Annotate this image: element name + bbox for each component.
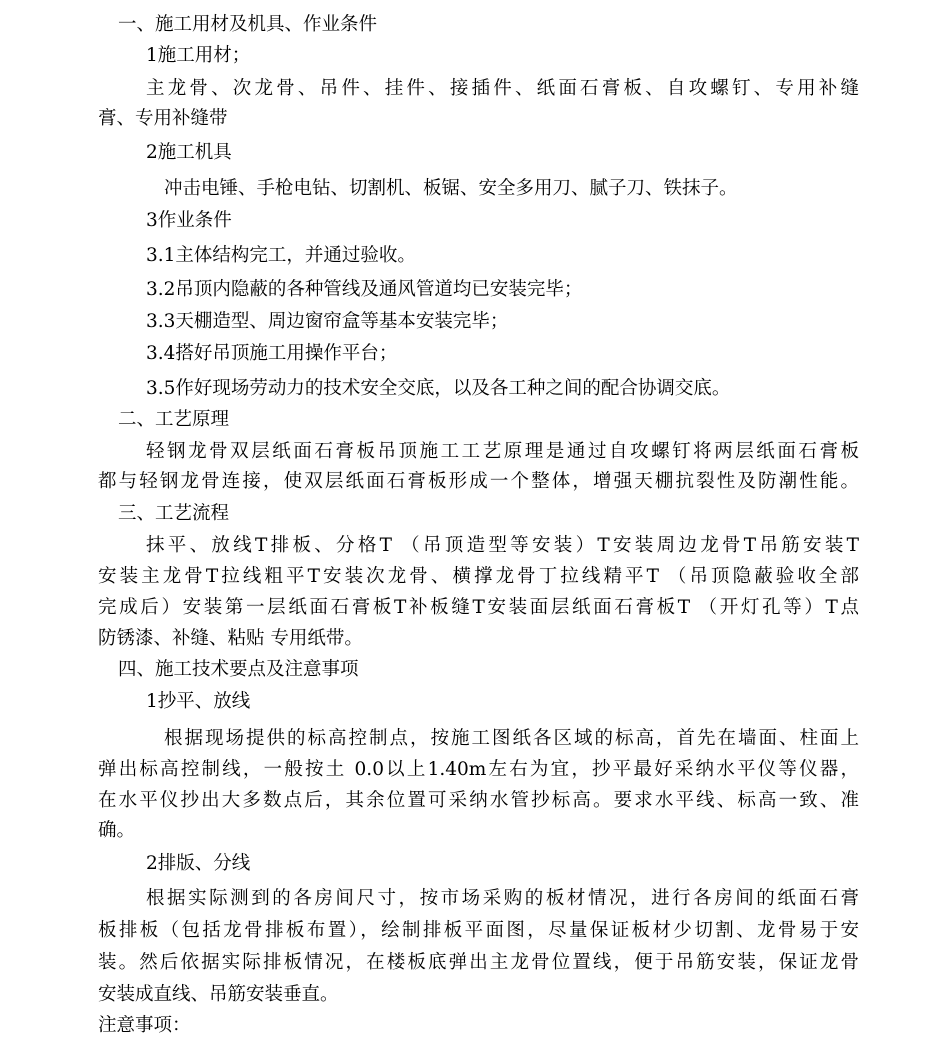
paragraph-line: 冲击电锤、手枪电钻、切割机、板锯、安全多用刀、腻子刀、铁抹子。 (164, 178, 738, 199)
paragraph-line: 安装主龙骨T拉线粗平T安装次龙骨、横撑龙骨丁拉线精平T （吊顶隐蔽验收全部 (98, 566, 859, 587)
heading-3: 三、工艺流程 (118, 503, 230, 524)
paragraph-line: 防锈漆、补缝、粘贴 专用纸带。 (98, 628, 363, 649)
subheading-leveling: 1抄平、放线 (146, 691, 251, 712)
condition-item: 3.4搭好吊顶施工用操作平台； (146, 343, 398, 364)
paragraph-line: 根据现场提供的标高控制点，按施工图纸各区域的标高，首先在墙面、柱面上 (164, 728, 859, 749)
paragraph-line: 都与轻钢龙骨连接，使双层纸面石膏板形成一个整体，增强天棚抗裂性及防潮性能。 (98, 471, 859, 492)
paragraph-line: 在水平仪抄出大多数点后，其余位置可采纳水管抄标高。要求水平线、标高一致、准 (98, 790, 859, 811)
paragraph-line: 板排板（包括龙骨排板布置），绘制排板平面图，尽量保证板材少切割、龙骨易于安 (98, 920, 859, 941)
paragraph-line: 确。 (98, 820, 136, 841)
heading-4: 四、施工技术要点及注意事项 (118, 659, 359, 680)
condition-item: 3.5作好现场劳动力的技术安全交底，以及各工种之间的配合协调交底。 (146, 378, 731, 399)
subheading-tools: 2施工机具 (146, 142, 232, 163)
heading-1: 一、施工用材及机具、作业条件 (118, 14, 378, 35)
paragraph-line: 主龙骨、次龙骨、吊件、挂件、接插件、纸面石膏板、自攻螺钉、专用补缝 (146, 78, 859, 99)
paragraph-line: 装。然后依据实际排板情况，在楼板底弹出主龙骨位置线，便于吊筋安装，保证龙骨 (98, 952, 859, 973)
condition-item: 3.3天棚造型、周边窗帘盒等基本安装完毕； (146, 311, 509, 332)
paragraph-line: 轻钢龙骨双层纸面石膏板吊顶施工工艺原理是通过自攻螺钉将两层纸面石膏板 (146, 441, 859, 462)
heading-2: 二、工艺原理 (118, 409, 230, 430)
notes-heading: 注意事项： (98, 1015, 191, 1036)
subheading-layout: 2排版、分线 (146, 853, 251, 874)
paragraph-line: 弹出标高控制线，一般按土 0.0以上1.40m左右为宜，抄平最好采纳水平仪等仪器， (98, 759, 859, 780)
paragraph-line: 膏、专用补缝带 (98, 108, 228, 129)
condition-item: 3.2吊顶内隐蔽的各种管线及通风管道均已安装完毕； (146, 279, 583, 300)
subheading-materials: 1施工用材； (146, 45, 251, 66)
subheading-conditions: 3作业条件 (146, 210, 232, 231)
condition-item: 3.1主体结构完工，并通过验收。 (146, 245, 416, 266)
paragraph-line: 完成后）安装第一层纸面石膏板T补板缝T安装面层纸面石膏板T （开灯孔等）T点 (98, 597, 859, 618)
paragraph-line: 根据实际测到的各房间尺寸，按市场采购的板材情况，进行各房间的纸面石膏 (146, 888, 859, 909)
paragraph-line: 抹平、放线T排板、分格T （吊顶造型等安装）T安装周边龙骨T吊筋安装T (146, 535, 859, 556)
paragraph-line: 安装成直线、吊筋安装垂直。 (98, 984, 339, 1005)
